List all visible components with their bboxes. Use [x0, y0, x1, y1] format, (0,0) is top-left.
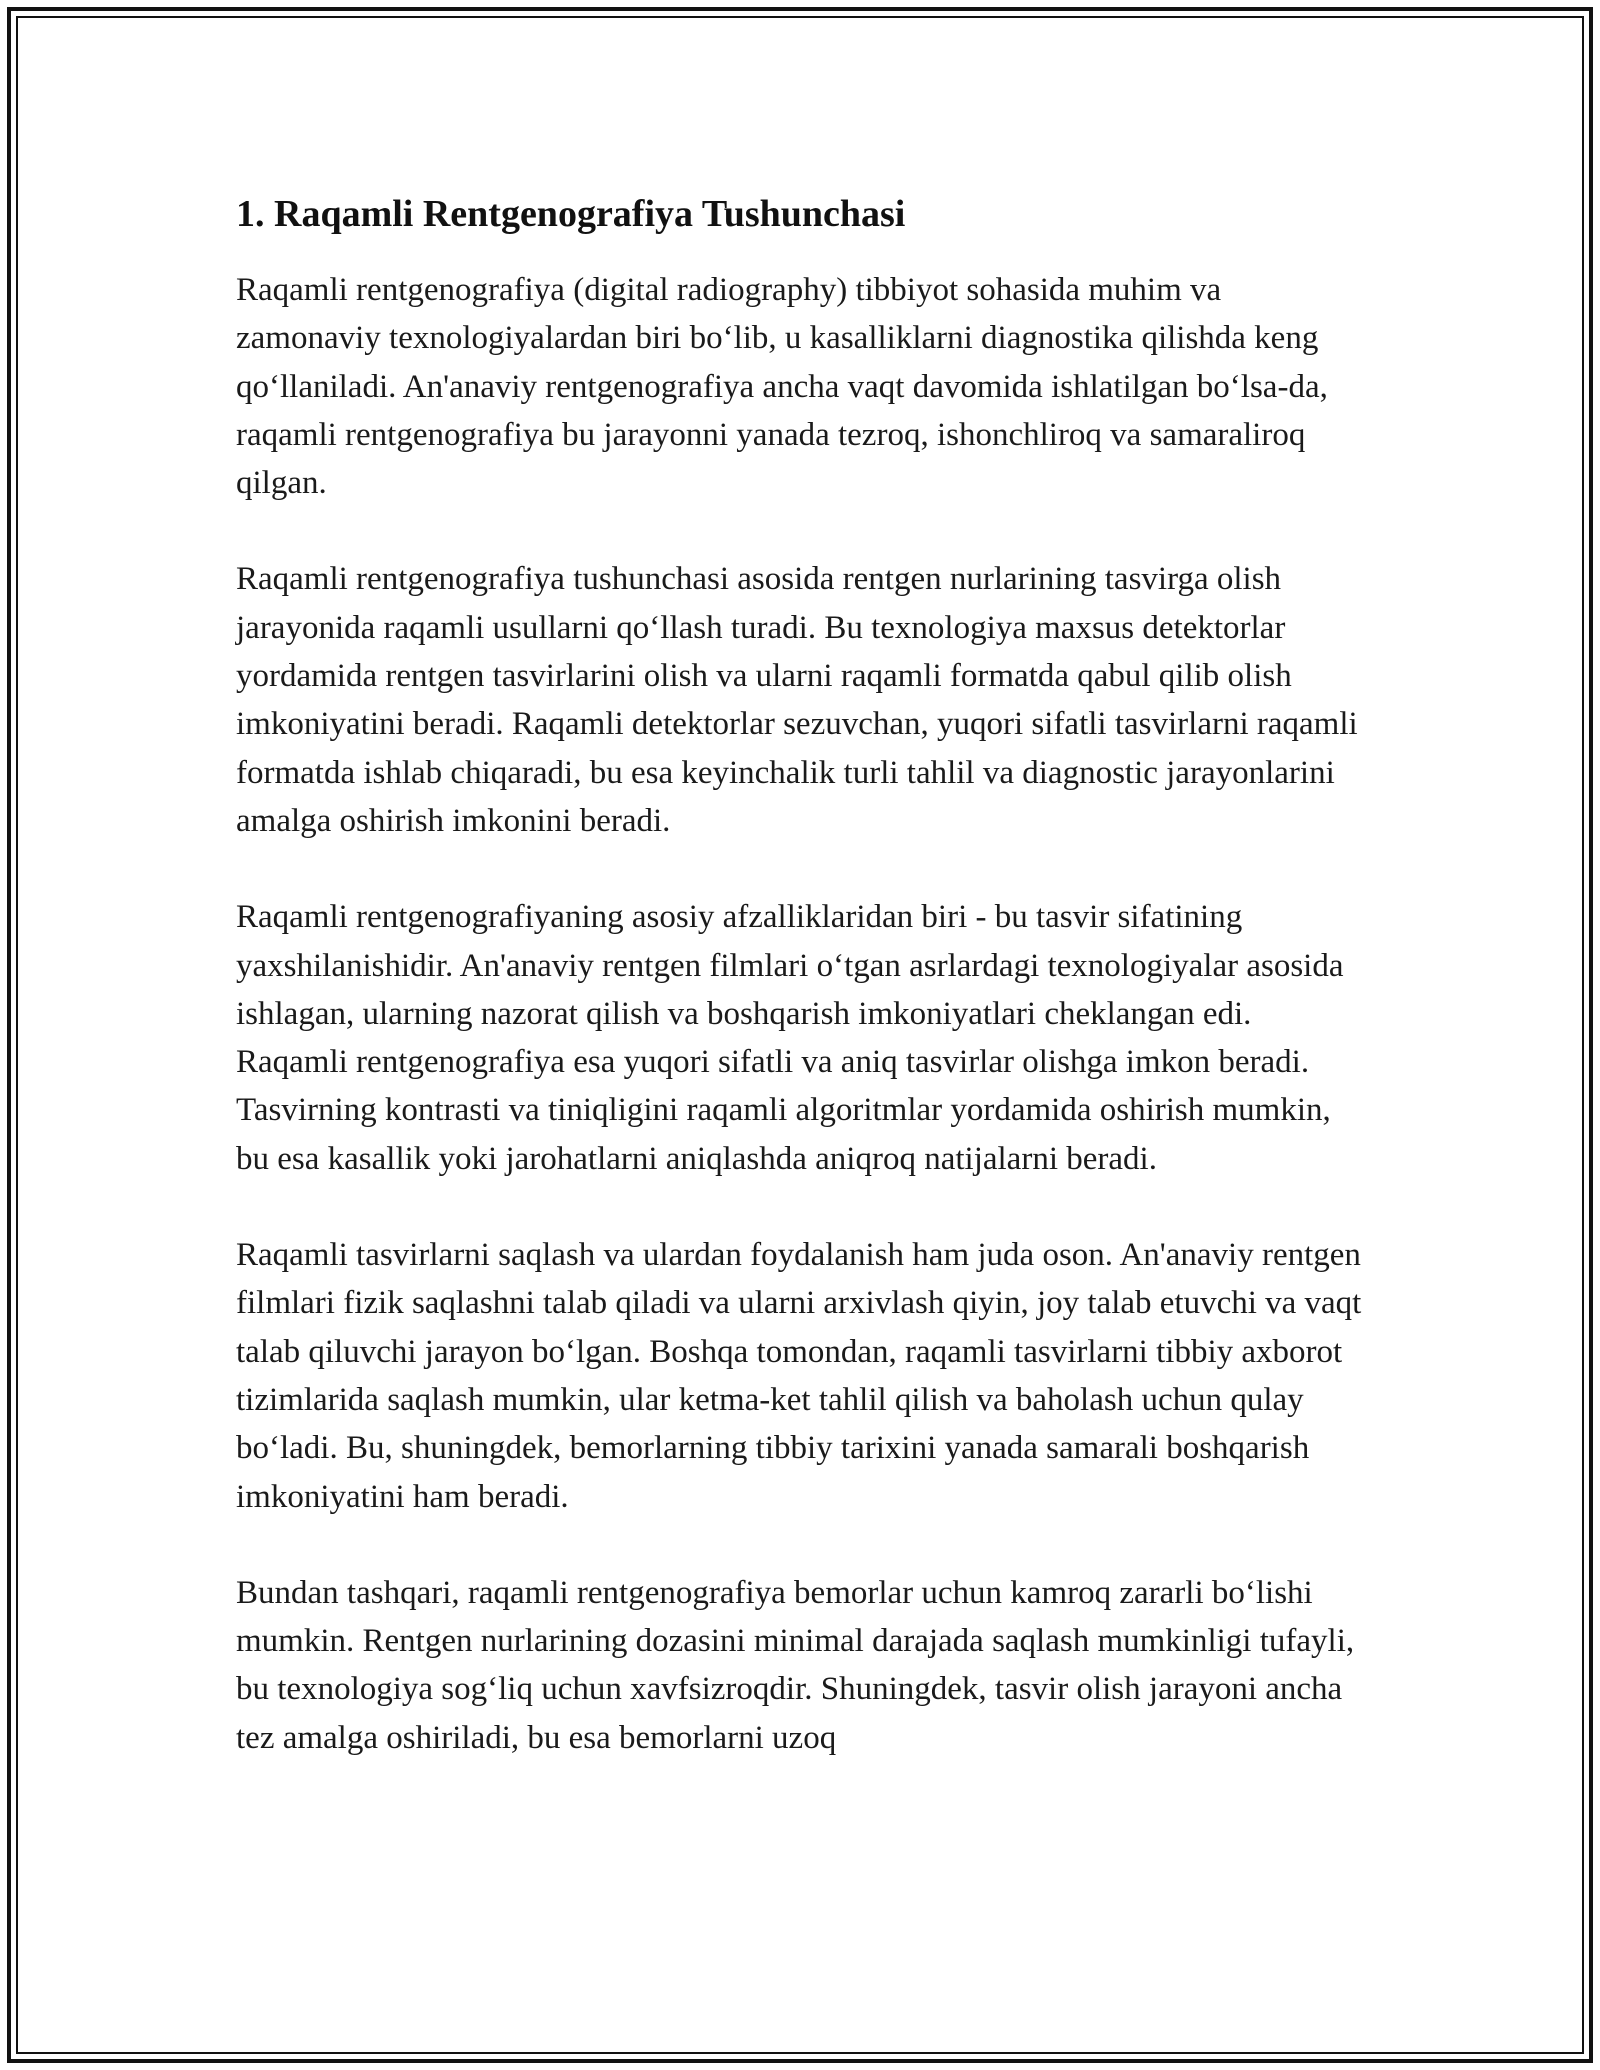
paragraph-1: Raqamli rentgenografiya (digital radiography) tibbiyot sohasida muhim va zamonaviy texnologiyalardan biri bo‘lib, u kasalliklarni diagnostika qilishda keng qo‘llaniladi. An'anaviy rentgenografiya ancha vaqt davomida ishlatilgan bo‘lsa-da, raqamli rentgenografiya bu jarayonni yanada tezroq, ishonchliroq va samaraliroq qilgan.: [236, 272, 1328, 502]
paragraph-5: Bundan tashqari, raqamli rentgenografiya bemorlar uchun kamroq zararli bo‘lishi mumkin. Rentgen nurlarining dozasini minimal darajada saqlash mumkinligi tufayli, bu texnologiya sog‘liq uchun xavfsizroqdir. Shuningdek, tasvir olish jarayoni ancha tez amalga oshiriladi, bu esa bemorlarni uzoq: [236, 1574, 1355, 1756]
paragraph-2: Raqamli rentgenografiya tushunchasi asosida rentgen nurlarining tasvirga olish jarayonida raqamli usullarni qo‘llash turadi. Bu texnologiya maxsus detektorlar yordamida rentgen tasvirlarini olish va ularni raqamli formatda qabul qilib olish imkoniyatini beradi. Raqamli detektorlar sezuvchan, yuqori sifatli tasvirlarni raqamli formatda ishlab chiqaradi, bu esa keyinchalik turli tahlil va diagnostic jarayonlarini amalga oshirish imkonini beradi.: [236, 561, 1358, 839]
paragraph-4: Raqamli tasvirlarni saqlash va ulardan foydalanish ham juda oson. An'anaviy rentgen filmlari fizik saqlashni talab qiladi va ularni arxivlash qiyin, joy talab etuvchi va vaqt talab qiluvchi jarayon bo‘lgan. Boshqa tomondan, raqamli tasvirlarni tibbiy axborot tizimlarida saqlash mumkin, ular ketma-ket tahlil qilish va baholash uchun qulay bo‘ladi. Bu, shuningdek, bemorlarning tibbiy tarixini yanada samarali boshqarish imkoniyatini ham beradi.: [236, 1237, 1362, 1515]
document-content: [236, 188, 1371, 1762]
paragraph-3: Raqamli rentgenografiyaning asosiy afzalliklaridan biri - bu tasvir sifatining yaxshilanishidir. An'anaviy rentgen filmlari o‘tgan asrlardagi texnologiyalar asosida ishlagan, ularning nazorat qilish va boshqarish imkoniyatlari cheklangan edi. Raqamli rentgenografiya esa yuqori sifatli va aniq tasvirlar olishga imkon beradi. Tasvirning kontrasti va tiniqligini raqamli algoritmlar yordamida oshirish mumkin, bu esa kasallik yoki jarohatlarni aniqlashda aniqroq natijalarni beradi.: [236, 899, 1344, 1177]
section-title: 1. Raqamli Rentgenografiya Tushunchasi: [236, 193, 906, 235]
